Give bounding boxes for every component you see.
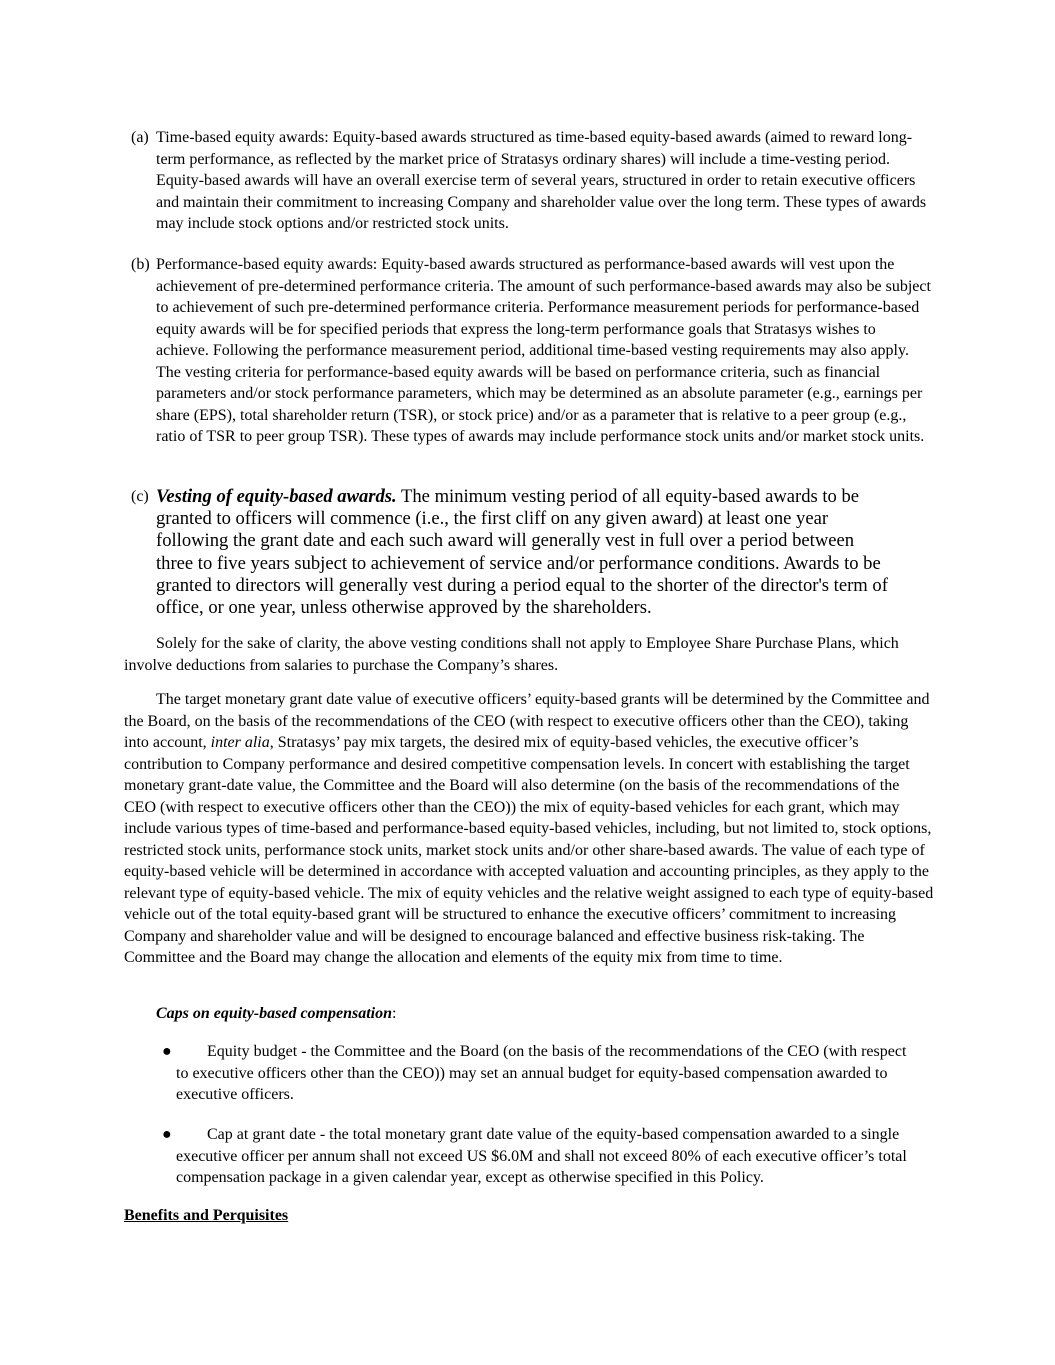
caps-heading-text: Caps on equity-based compensation — [156, 1005, 393, 1022]
bullet-text: Cap at grant date - the total monetary grant date value of the equity-based compensation awarded to a single executive officer per annum shall not exceed US $6.0M and shall not exceed 80% of each executive officer’s total compensation package in a given calendar year, except as otherwise specified in this Policy. — [176, 1126, 907, 1186]
caps-heading — [156, 1003, 396, 1025]
bullet-icon: ● — [162, 1126, 172, 1143]
paragraph-text: The target monetary grant date value of executive officers’ equity-based grants will be determined by the Committee and the Board, on the basis of the recommendations of the CEO (with respect to executive officers other than the CEO), taking into account, — [124, 691, 930, 751]
list-item-lead: Vesting of equity-based awards. — [156, 486, 397, 507]
clarity-paragraph: Solely for the sake of clarity, the above vesting conditions shall not apply to Employee Share Purchase Plans, which involve deductions from salaries to purchase the Company’s shares. — [124, 635, 899, 674]
paragraph-italic: inter alia — [210, 734, 270, 751]
list-item-c — [131, 486, 891, 619]
list-item-a — [131, 127, 931, 235]
list-item-body: The minimum vesting period of all equity-based awards to be granted to officers will commence (i.e., the first cliff on any given award) at least one year following the grant date and each such award will generally vest in full over a period between three to five years subject to achievement of service and/or performance conditions. Awards to be granted to directors will generally vest during a period equal to the shorter of the director's term of office, or one year, unless otherwise approved by the shareholders. — [156, 486, 888, 619]
list-marker: (b) — [131, 256, 150, 273]
target-value-paragraph — [124, 689, 934, 969]
caps-heading-colon: : — [392, 1005, 397, 1022]
bullet-cap-at-grant — [162, 1124, 921, 1189]
list-item-text — [156, 486, 891, 619]
list-item-text: Time-based equity awards: Equity-based awards structured as time-based equity-based awards (aimed to reward long-term performance, as reflected by the market price of Stratasys ordinary shares) will include a time-vesting period. Equity-based awards will have an overall exercise term of several years, structured in order to retain executive officers and maintain their commitment to increasing Company and shareholder value over the long term. These types of awards may include stock options and/or restricted stock units. — [156, 129, 927, 232]
bullet-icon: ● — [162, 1043, 172, 1060]
list-item-text: Performance-based equity awards: Equity-based awards structured as performance-based awards will vest upon the achievement of pre-determined performance criteria. The amount of such performance-based awards may also be subject to achievement of such pre-determined performance criteria. Performance measurement periods for performance-based equity awards will be for specified periods that express the long-term performance goals that Stratasys wishes to achieve. Following the performance measurement period, additional time-based vesting requirements may also apply. The vesting criteria for performance-based equity awards will be based on performance criteria, such as financial parameters and/or stock performance parameters, which may be determined as an absolute parameter (e.g., earnings per share (EPS), total shareholder return (TSR), or stock price) and/or as a parameter that is relative to a peer group (e.g., ratio of TSR to peer group TSR). These types of awards may include performance stock units and/or market stock units. — [156, 256, 931, 445]
paragraph-text: , Stratasys’ pay mix targets, the desired mix of equity-based vehicles, the executive officer’s contribution to Company performance and desired competitive compensation levels. In concert with establishing the target monetary grant-date value, the Committee and the Board will also determine (on the basis of the recommendations of the CEO (with respect to executive officers other than the CEO)) the mix of equity-based vehicles for each grant, which may include various types of time-based and performance-based equity-based vehicles, including, but not limited to, stock options, restricted stock units, performance stock units, market stock units and/or other share-based awards. The value of each type of equity-based vehicle will be determined in accordance with accepted valuation and accounting principles, as they apply to the relevant type of equity-based vehicle. The mix of equity vehicles and the relative weight assigned to each type of equity-based vehicle out of the total equity-based grant will be structured to enhance the executive officers’ commitment to increasing Company and shareholder value and will be designed to encourage balanced and effective business risk-taking. The Committee and the Board may change the allocation and elements of the equity mix from time to time. — [124, 734, 934, 966]
section-heading-benefits: Benefits and Perquisites — [124, 1207, 289, 1224]
list-marker: (a) — [131, 129, 149, 146]
list-item-b — [131, 254, 931, 448]
list-marker: (c) — [131, 488, 149, 505]
bullet-text: Equity budget - the Committee and the Board (on the basis of the recommendations of the CEO (with respect to executive officers other than the CEO)) may set an annual budget for equity-based compensation awarded to executive officers. — [176, 1043, 907, 1103]
bullet-equity-budget — [162, 1041, 921, 1106]
